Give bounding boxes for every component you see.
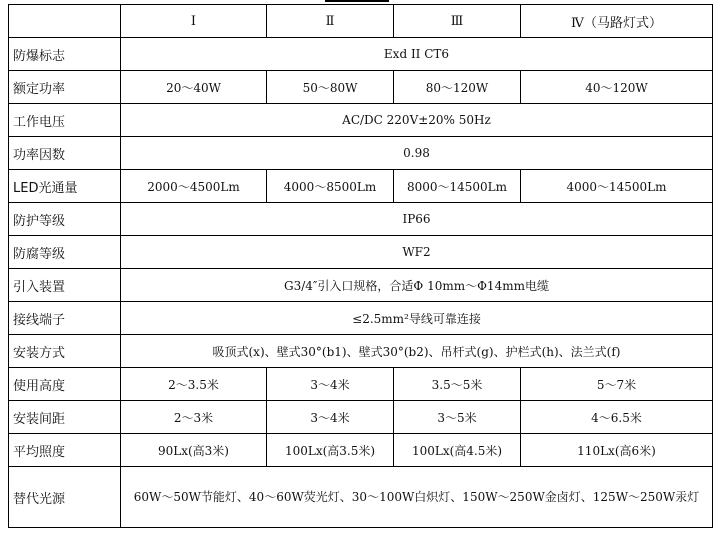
row-cell: 100Lx(高3.5米) <box>267 434 394 467</box>
table-row <box>9 467 713 528</box>
row-cell: 90Lx(高3米) <box>121 434 267 467</box>
row-label: 平均照度 <box>9 434 121 467</box>
row-value: Exd II CT6 <box>121 38 713 71</box>
row-label: 功率因数 <box>9 137 121 170</box>
row-value: 吸顶式(x)、壁式30°(b1)、壁式30°(b2)、吊杆式(g)、护栏式(h)、法兰式(f) <box>121 335 713 368</box>
row-label: 安装间距 <box>9 401 121 434</box>
table-row <box>9 236 713 269</box>
row-cell: 8000～14500Lm <box>394 170 521 203</box>
row-value: 60W～50W节能灯、40～60W荧光灯、30～100W白炽灯、150W～250W金卤灯、125W～250W汞灯 <box>121 467 713 528</box>
row-cell: 3～4米 <box>267 368 394 401</box>
row-cell: 100Lx(高4.5米) <box>394 434 521 467</box>
table-row <box>9 170 713 203</box>
spec-table <box>8 4 713 528</box>
header-col-3: Ⅲ <box>394 5 521 38</box>
table-row <box>9 335 713 368</box>
header-col-1: Ⅰ <box>121 5 267 38</box>
table-row <box>9 401 713 434</box>
row-cell: 110Lx(高6米) <box>521 434 713 467</box>
row-label: 工作电压 <box>9 104 121 137</box>
row-value: WF2 <box>121 236 713 269</box>
row-label: 防爆标志 <box>9 38 121 71</box>
table-row <box>9 269 713 302</box>
row-value: IP66 <box>121 203 713 236</box>
row-value: 0.98 <box>121 137 713 170</box>
row-cell: 40～120W <box>521 71 713 104</box>
table-row <box>9 104 713 137</box>
row-cell: 20～40W <box>121 71 267 104</box>
table-row <box>9 368 713 401</box>
row-cell: 4000～14500Lm <box>521 170 713 203</box>
row-label: 额定功率 <box>9 71 121 104</box>
row-cell: 5～7米 <box>521 368 713 401</box>
row-cell: 50～80W <box>267 71 394 104</box>
row-label: 接线端子 <box>9 302 121 335</box>
row-cell: 4～6.5米 <box>521 401 713 434</box>
row-label: LED光通量 <box>9 170 121 203</box>
row-cell: 2～3米 <box>121 401 267 434</box>
row-cell: 4000～8500Lm <box>267 170 394 203</box>
table-row <box>9 203 713 236</box>
row-cell: 3～4米 <box>267 401 394 434</box>
table-row <box>9 302 713 335</box>
header-corner <box>9 5 121 38</box>
row-label: 引入装置 <box>9 269 121 302</box>
table-row <box>9 434 713 467</box>
row-value: G3/4″引入口规格，合适Φ 10mm～Φ14mm电缆 <box>121 269 713 302</box>
header-row <box>9 5 713 38</box>
row-label: 防腐等级 <box>9 236 121 269</box>
row-cell: 2～3.5米 <box>121 368 267 401</box>
table-row <box>9 38 713 71</box>
row-cell: 80～120W <box>394 71 521 104</box>
header-col-4: Ⅳ（马路灯式） <box>521 5 713 38</box>
table-row <box>9 137 713 170</box>
row-label: 安装方式 <box>9 335 121 368</box>
row-value: AC/DC 220V±20% 50Hz <box>121 104 713 137</box>
row-value: ≤2.5mm²导线可靠连接 <box>121 302 713 335</box>
row-cell: 3～5米 <box>394 401 521 434</box>
row-label: 使用高度 <box>9 368 121 401</box>
row-label: 防护等级 <box>9 203 121 236</box>
row-label: 替代光源 <box>9 467 121 528</box>
spec-body <box>9 38 713 528</box>
header-col-2: Ⅱ <box>267 5 394 38</box>
row-cell: 2000～4500Lm <box>121 170 267 203</box>
row-cell: 3.5～5米 <box>394 368 521 401</box>
table-row <box>9 71 713 104</box>
